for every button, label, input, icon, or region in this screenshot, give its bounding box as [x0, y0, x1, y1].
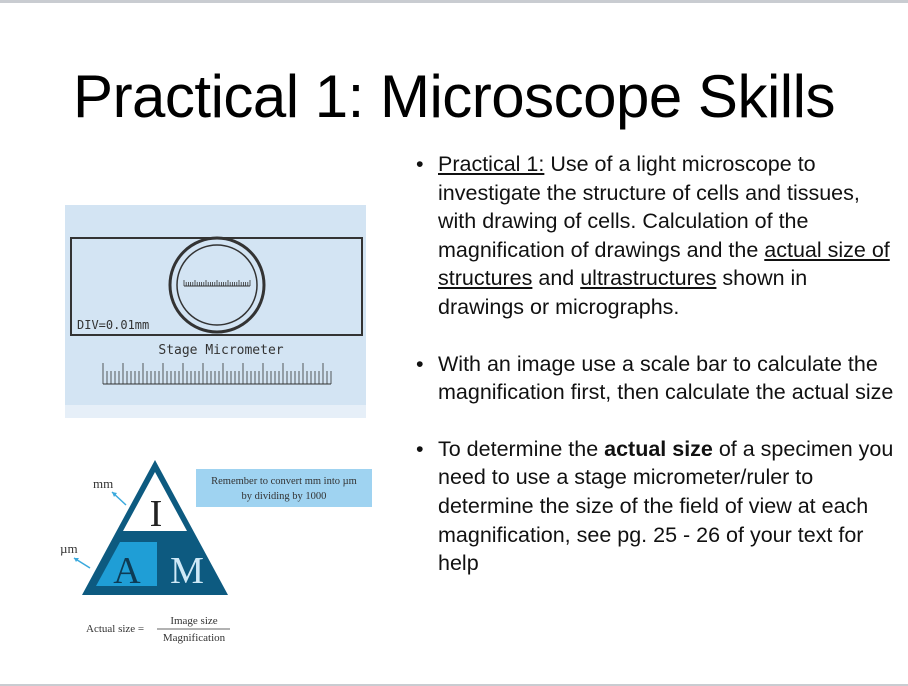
stage-micrometer-caption: Stage Micrometer — [158, 343, 284, 358]
triangle-letter-m: M — [170, 550, 204, 592]
bullet-list — [414, 150, 894, 606]
ultrastructures-term: ultrastructures — [580, 266, 717, 291]
actual-size-structures-term: actual size of structures — [438, 237, 890, 291]
unit-um-label: µm — [60, 541, 78, 556]
bullet-scale-bar: • With an image use a scale bar to calculate the magnification first, then calculate the actual size — [414, 350, 894, 407]
triangle-letter-i: I — [149, 493, 163, 535]
bullet-practical-description: • Practical 1: Use of a light microscope to investigate the structure of cells and tissues, with drawing of cells. Calculation of the magnification of drawings and the actual size of structures and ultrastructures shown in drawings or micrographs. — [414, 150, 894, 322]
div-label: DIV=0.01mm — [77, 318, 150, 332]
slide-title: Practical 1: Microscope Skills — [73, 63, 835, 130]
practical-label: Practical 1: — [438, 152, 545, 176]
conversion-note-line-2: by dividing by 1000 — [241, 491, 327, 502]
formula-lhs: Actual size = — [86, 623, 145, 635]
formula-numerator: Image size — [170, 615, 218, 627]
top-border — [0, 0, 908, 3]
formula-denominator: Magnification — [162, 632, 226, 644]
iam-triangle-diagram — [60, 455, 382, 650]
conversion-note-line-1: Remember to convert mm into µm — [211, 476, 357, 487]
stage-micrometer-image — [65, 205, 366, 418]
bullet-actual-size: • To determine the actual size of a specimen you need to use a stage micrometer/ruler to determine the size of the field of view at each magnification, see pg. 25 - 26 of your text for help — [414, 435, 894, 578]
triangle-letter-a: A — [113, 550, 141, 592]
actual-size-term: actual size — [604, 436, 713, 461]
unit-mm-label: mm — [93, 476, 114, 491]
